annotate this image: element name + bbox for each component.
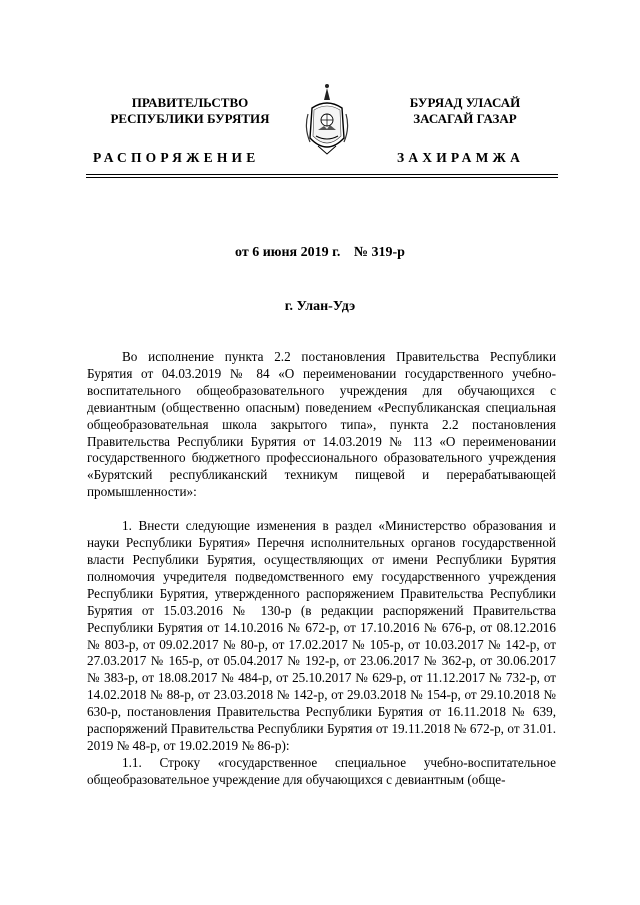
doc-date-line bbox=[0, 245, 640, 261]
body-paragraph-1: Во исполнение пункта 2.2 постановления Правительства Республики Бурятия от 04.03.2019 № 84 «О переименовании государственного учебно-воспитательного общеобразовательного учреждения для обучающихся с девиантным (общественно опасным) поведением «Республиканская специальная общеобразовательная школа закрытого типа», пункта 2.2 постановления Правительства Республики Бурятия от 14.03.2019 № 113 «О переименовании государственного бюджетного профессионального образовательного учреждения «Бурятский республиканский техникум пищевой и перерабатывающей промышленности»: bbox=[87, 349, 556, 500]
header-right bbox=[380, 95, 550, 127]
doc-city: г. Улан-Удэ bbox=[284, 299, 356, 314]
header-right-line2: ЗАСАГАЙ ГАЗАР bbox=[413, 111, 517, 126]
doc-date: от 6 июня 2019 г. bbox=[235, 245, 341, 260]
header-rule-top bbox=[86, 174, 558, 175]
doc-type-right: ЗАХИРАМЖА bbox=[397, 150, 525, 165]
coat-of-arms-buryatia-icon bbox=[300, 80, 354, 160]
header-rule-bottom bbox=[86, 177, 558, 178]
body-paragraph-3: 1.1. Строку «государственное специальное учебно-воспитательное общеобразовательное учреждение для обучающихся с девиантным (обще- bbox=[87, 754, 556, 787]
doc-body bbox=[87, 349, 556, 789]
doc-number: № 319-р bbox=[353, 245, 405, 260]
body-paragraph-2: 1. Внести следующие изменения в раздел «Министерство образования и науки Республики Бурятия» Перечня исполнительных органов государственной власти Республики Бурятия, осуществляющих от имени Республики Бурятия полномочия учредителя подведомственного ему государственного учреждения Республики Бурятия, утвержденного распоряжением Правительства Республики Бурятия от 15.03.2016 № 130-р (в редакции распоряжений Правительства Республики Бурятия от 14.10.2016 № 672-р, от 17.10.2016 № 676-р, от 08.12.2016 № 803-р, от 09.02.2017 № 80-р, от 17.02.2017 № 105-р, от 10.03.2017 № 142-р, от 27.03.2017 № 165-р, от 05.04.2017 № 192-р, от 23.06.2017 № 362-р, от 30.06.2017 № 383-р, от 18.08.2017 № 484-р, от 25.10.2017 № 629-р, от 11.12.2017 № 732-р, от 14.02.2018 № 88-р, от 23.03.2018 № 142-р, от 29.03.2018 № 154-р, от 29.10.2018 № 630-р, постановления Правительства Республики Бурятия от 16.11.2018 № 639, распоряжений Правительства Республики Бурятия от 19.11.2018 № 672-р, от 31.01. 2019 № 48-р, от 19.02.2019 № 86-р): bbox=[87, 518, 556, 753]
header-left-line2: РЕСПУБЛИКИ БУРЯТИЯ bbox=[110, 111, 270, 126]
header-right-line1: БУРЯАД УЛАСАЙ bbox=[409, 95, 521, 110]
header-left-line1: ПРАВИТЕЛЬСТВО bbox=[131, 95, 249, 110]
header-left bbox=[95, 95, 285, 127]
doc-type-left: РАСПОРЯЖЕНИЕ bbox=[93, 150, 260, 165]
